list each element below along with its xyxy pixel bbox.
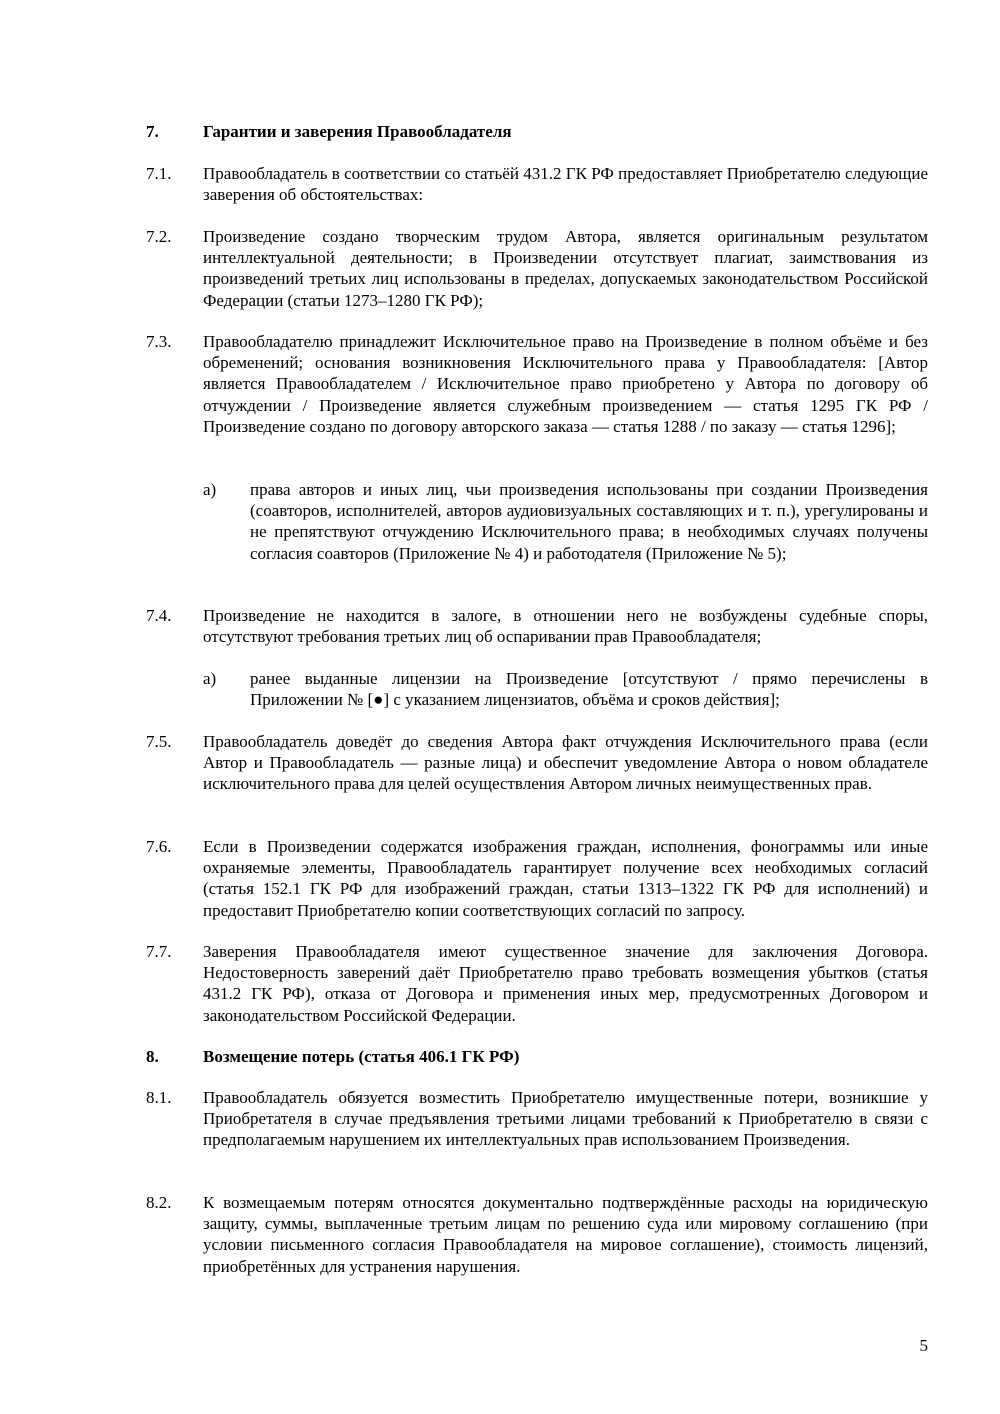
clause-number: 8.1.: [146, 1088, 172, 1107]
subclause-letter: a): [203, 480, 217, 499]
section-heading-7: [146, 121, 928, 142]
clause-7-1: [146, 163, 928, 205]
subclause-text: права авторов и иных лиц, чьи произведения использованы при создании Произведения (соавторов, исполнителей, авторов аудиовизуальных составляющих и т. п.), урегулированы и не препятствуют отчуждению Исключительного права; в необходимых случаях получены согласия соавторов (Приложение № 4) и работодателя (Приложение № 5);: [250, 480, 928, 563]
clause-text: Заверения Правообладателя имеют существенное значение для заключения Договора. Недостоверность заверений даёт Приобретателю право требовать возмещения убытков (статья 431.2 ГК РФ), отказа от Договора и применения иных мер, предусмотренных Договором и законодательством Российской Федерации.: [203, 942, 928, 1025]
clause-number: 7.6.: [146, 837, 172, 856]
clause-number: 7.4.: [146, 606, 172, 625]
clause-7-7: [146, 941, 928, 1026]
section-number: 7.: [146, 122, 159, 141]
subclause-7-3-a: [203, 479, 928, 564]
clause-7-6: [146, 836, 928, 921]
clause-number: 7.3.: [146, 332, 172, 351]
clause-number: 7.7.: [146, 942, 172, 961]
clause-text: Если в Произведении содержатся изображения граждан, исполнения, фонограммы или иные охраняемые элементы, Правообладатель гарантирует получение всех необходимых согласий (статья 152.1 ГК РФ для изображений граждан, статьи 1313–1322 ГК РФ для исполнений) и предоставит Приобретателю копии соответствующих согласий по запросу.: [203, 837, 928, 920]
clause-text: Правообладатель в соответствии со статьёй 431.2 ГК РФ предоставляет Приобретателю следующие заверения об обстоятельствах:: [203, 164, 928, 205]
section-title: Гарантии и заверения Правообладателя: [203, 122, 512, 141]
clause-8-2: [146, 1192, 928, 1277]
clause-text: Правообладателю принадлежит Исключительное право на Произведение в полном объёме и без обременений; основания возникновения Исключительного права у Правообладателя: [Автор является Правообладателем / Исключительное право приобретено у Автора по договору об отчуждении / Произведение является служебным произведением — статья 1295 ГК РФ / Произведение создано по договору авторского заказа — статья 1288 / по заказу — статья 1296];: [203, 332, 928, 436]
subclause-text: ранее выданные лицензии на Произведение [отсутствуют / прямо перечислены в Приложении № [●] с указанием лицензиатов, объёма и сроков действия];: [250, 669, 928, 710]
subclause-letter: a): [203, 669, 217, 688]
clause-7-3: [146, 331, 928, 437]
clause-7-4: [146, 605, 928, 647]
clause-text: Произведение не находится в залоге, в отношении него не возбуждены судебные споры, отсутствуют требования третьих лиц об оспаривании прав Правообладателя;: [203, 606, 928, 647]
section-heading-8: [146, 1046, 928, 1067]
clause-number: 7.2.: [146, 227, 172, 246]
clause-text: Произведение создано творческим трудом Автора, является оригинальным результатом интеллектуальной деятельности; в Произведении отсутствует плагиат, заимствования из произведений третьих лиц использованы в пределах, допускаемых законодательством Российской Федерации (статьи 1273–1280 ГК РФ);: [203, 227, 928, 310]
clause-text: Правообладатель обязуется возместить Приобретателю имущественные потери, возникшие у Приобретателя в случае предъявления третьими лицами требований к Приобретателю в связи с предполагаемым нарушением их интеллектуальных прав использованием Произведения.: [203, 1088, 928, 1150]
clause-7-5: [146, 731, 928, 795]
clause-8-1: [146, 1087, 928, 1151]
clause-text: К возмещаемым потерям относятся документально подтверждённые расходы на юридическую защиту, суммы, выплаченные третьим лицам по решению суда или мировому соглашению (при условии письменного согласия Правообладателя на мировое соглашение), стоимость лицензий, приобретённых для устранения нарушения.: [203, 1193, 928, 1276]
page-number: 5: [919, 1336, 928, 1355]
clause-text: Правообладатель доведёт до сведения Автора факт отчуждения Исключительного права (если Автор и Правообладатель — разные лица) и обеспечит уведомление Автора о новом обладателе исключительного права для целей осуществления Автором личных неимущественных прав.: [203, 732, 928, 794]
clause-number: 8.2.: [146, 1193, 172, 1212]
clause-number: 7.1.: [146, 164, 172, 183]
clause-7-2: [146, 226, 928, 311]
section-number: 8.: [146, 1047, 159, 1066]
clause-number: 7.5.: [146, 732, 172, 751]
subclause-7-4-a: [203, 668, 928, 710]
section-title: Возмещение потерь (статья 406.1 ГК РФ): [203, 1047, 520, 1066]
